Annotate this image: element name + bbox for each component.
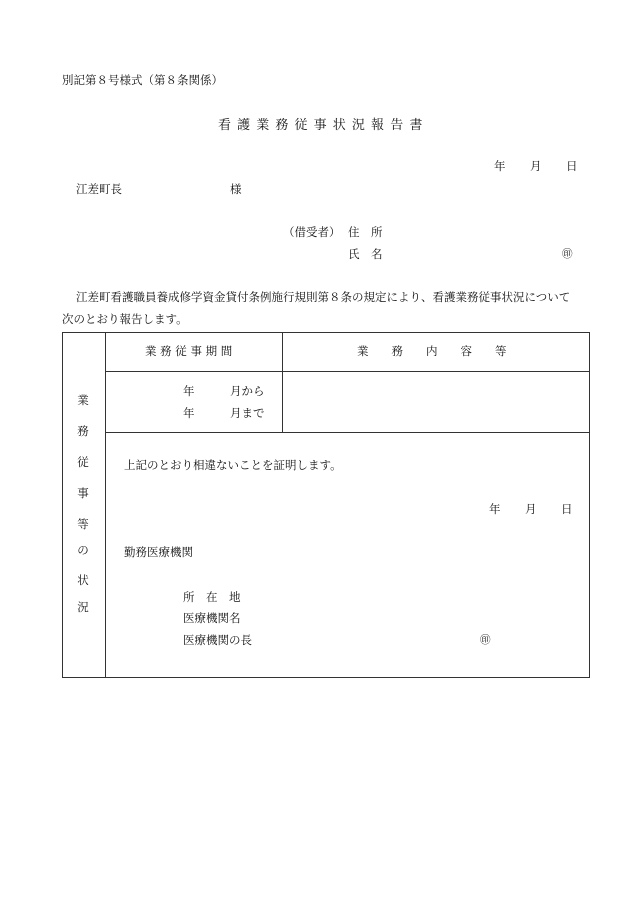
period-row-divider [105, 432, 590, 433]
form-identifier: 別記第８号様式（第８条関係） [62, 73, 223, 87]
body-text-line-1: 江差町看護職員養成修学資金貸付条例施行規則第８条の規定により、看護業務従事状況について [76, 290, 571, 304]
addressee-honorific: 様 [230, 182, 242, 196]
cert-date-year: 年 [489, 502, 501, 516]
body-text-line-2: 次のとおり報告します。 [62, 312, 188, 326]
period-content-divider [282, 332, 283, 433]
side-label-char: 業 [77, 393, 89, 407]
header-content: 業 務 内 容 等 [357, 344, 507, 358]
period-to-year: 年 [183, 406, 195, 420]
institution-head-label: 医療機関の長 [183, 633, 252, 647]
date-month: 月 [530, 159, 542, 173]
addressee-name: 江差町長 [76, 182, 122, 196]
date-year: 年 [494, 159, 506, 173]
side-label-char: 況 [77, 600, 89, 614]
cert-date-month: 月 [525, 502, 537, 516]
period-from-month: 月から [230, 384, 265, 398]
period-from-year: 年 [183, 384, 195, 398]
side-label-char: の [77, 543, 89, 557]
certification-text: 上記のとおり相違ないことを証明します。 [124, 458, 342, 472]
date-day: 日 [566, 159, 578, 173]
side-label-divider [105, 332, 106, 678]
side-label-char: 事 [77, 486, 89, 500]
status-table [62, 332, 590, 678]
institution-label: 勤務医療機関 [124, 545, 193, 559]
document-title: 看 護 業 務 従 事 状 況 報 告 書 [218, 118, 424, 133]
side-label-char: 従 [77, 455, 89, 469]
side-label-char: 等 [77, 517, 89, 531]
header-row-divider [105, 371, 590, 372]
period-to-month: 月まで [230, 406, 265, 420]
borrower-role: （借受者） [283, 225, 341, 239]
side-label-char: 状 [77, 573, 89, 587]
borrower-address-label: 住 所 [348, 225, 383, 239]
institution-name-label: 医療機関名 [183, 611, 241, 625]
cert-date-day: 日 [561, 502, 573, 516]
header-period: 業 務 従 事 期 間 [145, 344, 233, 358]
borrower-name-label: 氏 名 [348, 247, 383, 261]
borrower-seal-mark: ㊞ [562, 248, 573, 260]
side-label-char: 務 [77, 424, 89, 438]
institution-seal-mark: ㊞ [480, 634, 491, 646]
location-label: 所 在 地 [183, 590, 241, 604]
